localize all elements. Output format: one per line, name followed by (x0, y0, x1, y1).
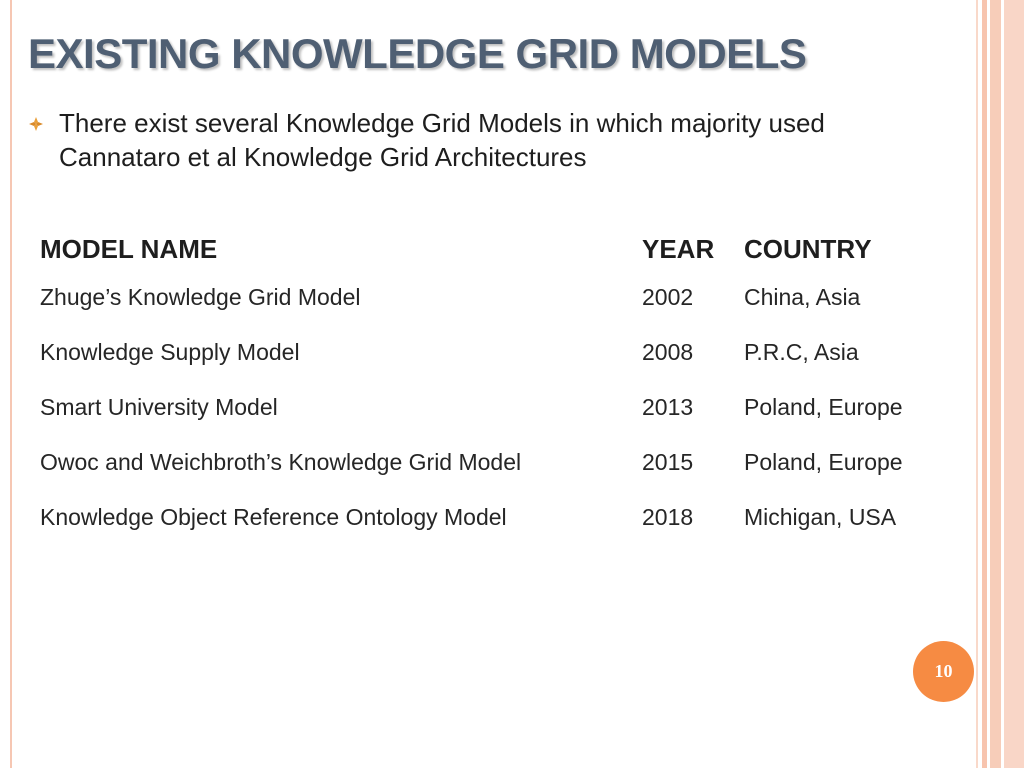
header-year: YEAR (642, 234, 715, 264)
table-row (40, 284, 944, 339)
cell-year: 2002 (642, 284, 694, 310)
bullet-text: There exist several Knowledge Grid Models in which majority used Cannataro et al Knowledge Grid Architectures (59, 108, 825, 172)
cell-model-name: Knowledge Supply Model (40, 339, 300, 365)
table-row (40, 339, 944, 394)
table-row (40, 449, 944, 504)
cell-country: China, Asia (744, 284, 861, 310)
cell-model-name: Owoc and Weichbroth’s Knowledge Grid Model (40, 449, 522, 475)
cell-model-name: Zhuge’s Knowledge Grid Model (40, 284, 361, 310)
cell-model-name: Knowledge Object Reference Ontology Model (40, 504, 507, 530)
cell-year: 2013 (642, 394, 694, 420)
cell-model-name: Smart University Model (40, 394, 278, 420)
cell-year: 2008 (642, 339, 694, 365)
right-border-band (976, 0, 1024, 768)
page-number-badge: 10 (913, 641, 974, 702)
table-row (40, 504, 944, 559)
bullet-point (28, 106, 928, 174)
cell-country: Michigan, USA (744, 504, 897, 530)
cell-country: Poland, Europe (744, 449, 903, 475)
left-border-stripe (10, 0, 12, 768)
models-table (40, 228, 944, 559)
header-country: COUNTRY (744, 234, 872, 264)
table-row (40, 394, 944, 449)
table-header-row (40, 228, 944, 284)
slide-title: EXISTING KNOWLEDGE GRID MODELS (28, 30, 807, 77)
cell-country: Poland, Europe (744, 394, 903, 420)
cell-country: P.R.C, Asia (744, 339, 859, 365)
cell-year: 2018 (642, 504, 694, 530)
cell-year: 2015 (642, 449, 694, 475)
header-model-name: MODEL NAME (40, 234, 218, 264)
diamond-bullet-icon (28, 116, 44, 132)
